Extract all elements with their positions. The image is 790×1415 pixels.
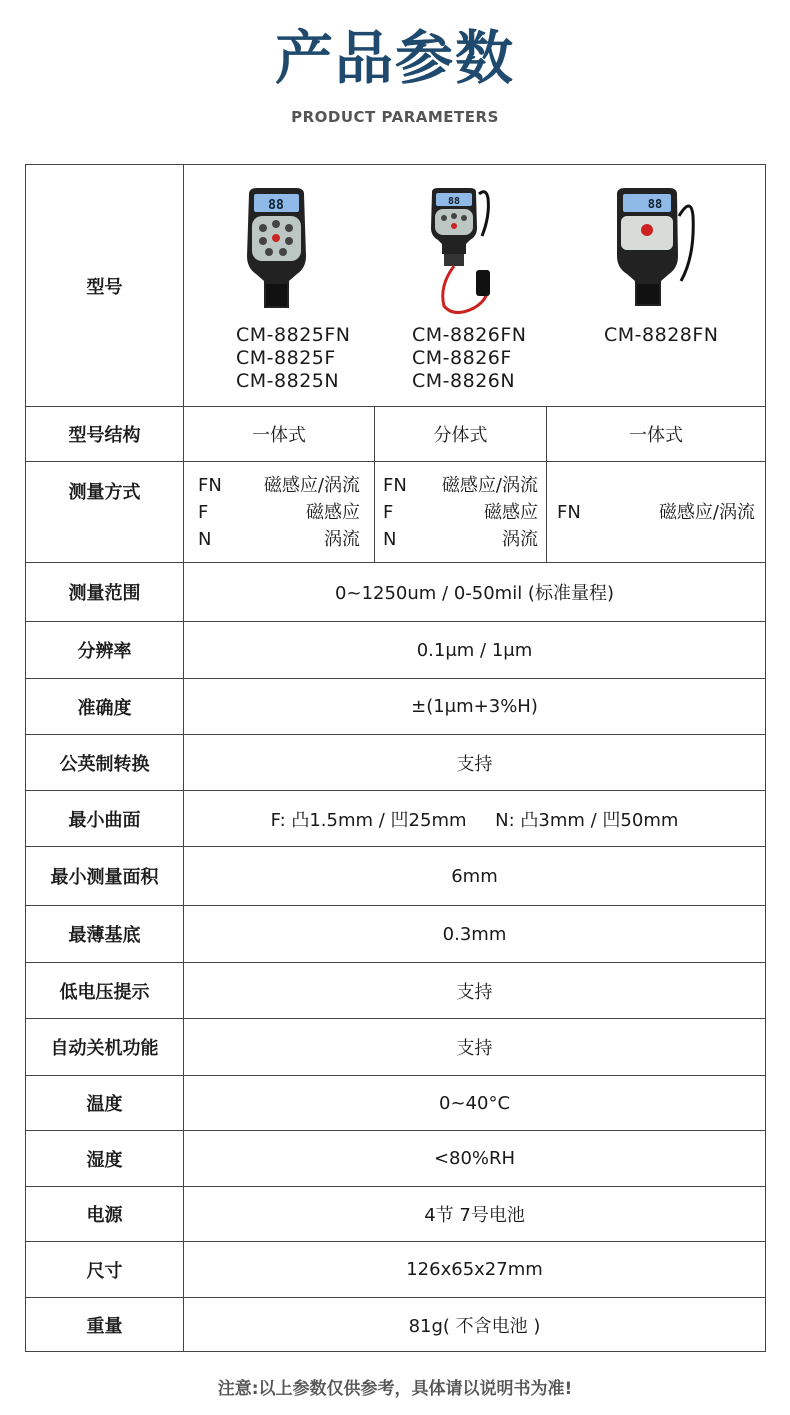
row-value: ±(1μm+3%H) [184,679,766,735]
row-value: 0.3mm [184,906,766,963]
row-label: 准确度 [26,679,184,735]
page-subtitle: PRODUCT PARAMETERS [291,108,499,126]
row-value: 支持 [184,1019,766,1076]
svg-text:88: 88 [268,197,284,213]
method-cell [547,462,766,563]
model-name: CM-8828FN [604,323,719,346]
row-label: 型号 [26,165,184,407]
table-row [26,906,766,963]
model-list-8828 [604,324,719,347]
svg-text:88: 88 [647,196,663,211]
method-cell [184,462,375,563]
row-value: 126x65x27mm [184,1242,766,1298]
row-label: 电源 [26,1187,184,1242]
row-label: 最小测量面积 [26,847,184,906]
parameters-table [25,164,766,1352]
row-label: 型号结构 [26,407,184,462]
row-label: 测量方式 [26,462,184,563]
method-item: FN 磁感应/涡流 [383,474,538,496]
page-title: 产品参数 [274,24,515,92]
disclaimer-note: 注意:以上参数仅供参考，具体请以说明书为准! [217,1379,573,1399]
row-value: 0~1250um / 0-50mil (标准量程) [184,563,766,622]
structure-value: 一体式 [547,407,766,462]
row-value: 0.1μm / 1μm [184,622,766,679]
method-item: N 涡流 [383,528,538,550]
table-row [26,1298,766,1352]
row-label: 分辨率 [26,622,184,679]
row-label: 尺寸 [26,1242,184,1298]
structure-value: 一体式 [184,407,375,462]
table-row [26,963,766,1019]
row-value: 支持 [184,963,766,1019]
row-value: 0~40°C [184,1076,766,1131]
row-label: 湿度 [26,1131,184,1187]
table-row [26,1242,766,1298]
table-row [26,1019,766,1076]
table-row [26,1076,766,1131]
row-value: 81g( 不含电池 ) [184,1298,766,1352]
model-list-8825 [236,324,351,393]
table-row [26,679,766,735]
method-item: FN 磁感应/涡流 [557,501,756,523]
row-value: 支持 [184,735,766,791]
table-row [26,563,766,622]
row-value: 4节 7号电池 [184,1187,766,1242]
method-item: FN 磁感应/涡流 [198,474,360,496]
method-item: F 磁感应 [383,501,538,523]
structure-value: 分体式 [375,407,547,462]
svg-text:88: 88 [447,195,461,207]
method-item: N 涡流 [198,528,360,550]
table-row [26,847,766,906]
table-row [26,622,766,679]
table-row [26,1187,766,1242]
method-item: F 磁感应 [198,501,360,523]
model-name: CM-8826FN [412,323,527,346]
row-label: 重量 [26,1298,184,1352]
table-row-structure [26,407,766,462]
gauge-device-8826-image [424,186,504,321]
model-name: CM-8826F [412,346,512,369]
row-label: 自动关机功能 [26,1019,184,1076]
model-name: CM-8825FN [236,323,351,346]
row-label: 最薄基底 [26,906,184,963]
row-value: <80%RH [184,1131,766,1187]
row-value: 6mm [184,847,766,906]
table-row [26,735,766,791]
model-name: CM-8826N [412,369,516,392]
row-label: 低电压提示 [26,963,184,1019]
model-name: CM-8825N [236,369,340,392]
table-row [26,1131,766,1187]
table-row-method [26,462,766,563]
row-label: 测量范围 [26,563,184,622]
row-label: 公英制转换 [26,735,184,791]
method-cell [375,462,547,563]
row-label: 最小曲面 [26,791,184,847]
gauge-device-8828-image [609,186,699,311]
row-value: F: 凸1.5mm / 凹25mm N: 凸3mm / 凹50mm [184,791,766,847]
table-row [26,791,766,847]
table-row-models [26,165,766,407]
gauge-device-8825-image [239,186,314,311]
model-name: CM-8825F [236,346,336,369]
row-label: 温度 [26,1076,184,1131]
models-cell [184,165,766,407]
model-list-8826 [412,324,527,393]
